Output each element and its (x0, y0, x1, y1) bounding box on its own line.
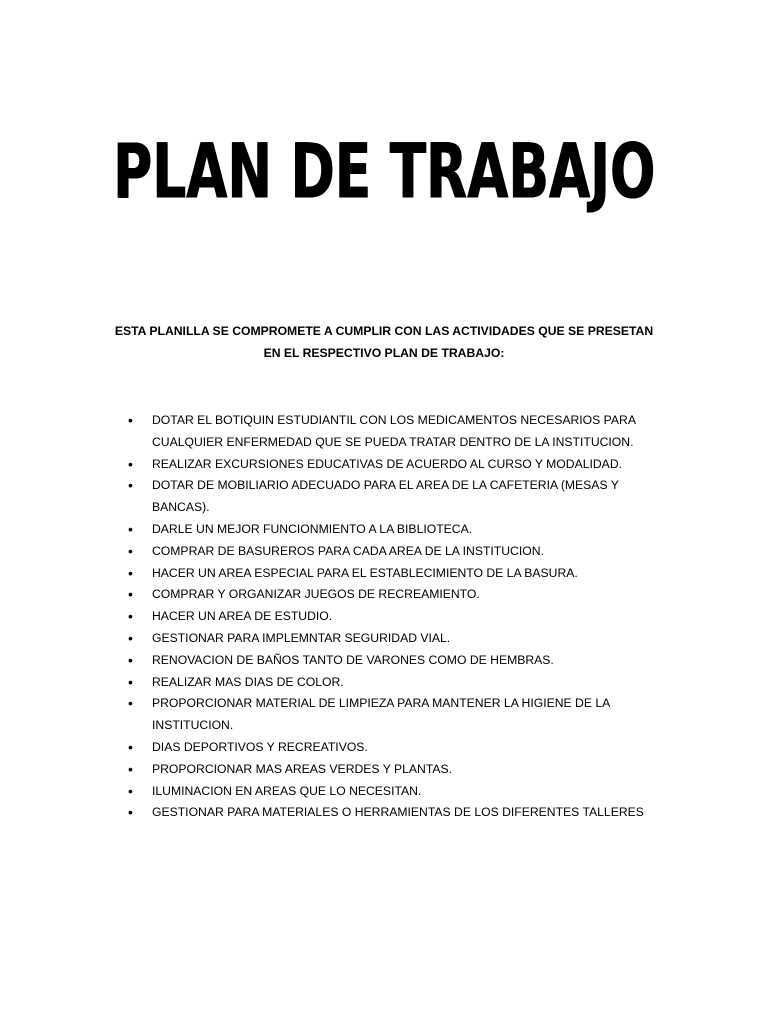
list-item (128, 650, 668, 672)
bullet-icon: • (128, 608, 133, 625)
list-item-text: COMPRAR DE BASUREROS PARA CADA AREA DE LA INSTITUCION. (152, 543, 544, 558)
list-item (128, 693, 668, 737)
list-item (128, 737, 668, 759)
list-item (128, 475, 668, 519)
list-item-text: GESTIONAR PARA MATERIALES O HERRAMIENTAS DE LOS DIFERENTES TALLERES (152, 805, 644, 820)
bullet-icon: • (128, 804, 133, 821)
list-item (128, 541, 668, 563)
list-item (128, 454, 668, 476)
list-item-text: CUALQUIER ENFERMEDAD QUE SE PUEDA TRATAR DENTRO DE LA INSTITUCION. (152, 434, 634, 449)
list-item-text: REALIZAR EXCURSIONES EDUCATIVAS DE ACUERDO AL CURSO Y MODALIDAD. (152, 456, 623, 471)
list-item-text: COMPRAR Y ORGANIZAR JUEGOS DE RECREAMIENTO. (152, 587, 480, 602)
list-item-text: DARLE UN MEJOR FUNCIONMIENTO A LA BIBLIOTECA. (152, 521, 473, 536)
intro-line: ESTA PLANILLA SE COMPROMETE A CUMPLIR CON LAS ACTIVIDADES QUE SE PRESETAN (114, 324, 654, 338)
bullet-icon: • (128, 673, 133, 690)
bullet-icon: • (128, 520, 133, 537)
bullet-icon: • (128, 760, 133, 777)
list-item-text: BANCAS). (152, 500, 210, 515)
bullet-icon: • (128, 564, 133, 581)
list-item (128, 781, 668, 803)
bullet-icon: • (128, 542, 133, 559)
list-item-text: PROPORCIONAR MAS AREAS VERDES Y PLANTAS. (152, 761, 453, 776)
list-item (128, 606, 668, 628)
list-item-text: INSTITUCION. (152, 718, 234, 733)
list-item-text: ILUMINACION EN AREAS QUE LO NECESITAN. (152, 783, 422, 798)
bullet-icon: • (128, 629, 133, 646)
list-item (128, 563, 668, 585)
list-item-text: GESTIONAR PARA IMPLEMNTAR SEGURIDAD VIAL. (152, 630, 451, 645)
list-item-text: PROPORCIONAR MATERIAL DE LIMPIEZA PARA MANTENER LA HIGIENE DE LA (152, 696, 611, 711)
list-item (128, 519, 668, 541)
bullet-icon: • (128, 651, 133, 668)
bullet-icon: • (128, 477, 133, 494)
bullet-icon: • (128, 782, 133, 799)
page-title: PLAN DE TRABAJO (112, 127, 656, 216)
list-item (128, 410, 668, 454)
list-item (128, 802, 668, 824)
list-item-text: DOTAR EL BOTIQUIN ESTUDIANTIL CON LOS MEDICAMENTOS NECESARIOS PARA (152, 413, 636, 427)
list-item (128, 672, 668, 694)
bullet-icon: • (128, 695, 133, 712)
bullet-icon: • (128, 738, 133, 755)
list-item-text: DIAS DEPORTIVOS Y RECREATIVOS. (152, 739, 368, 754)
list-item-text: HACER UN AREA ESPECIAL PARA EL ESTABLECIMIENTO DE LA BASURA. (152, 565, 578, 580)
intro-paragraph (60, 320, 708, 364)
title-container (0, 124, 768, 224)
intro-line: EN EL RESPECTIVO PLAN DE TRABAJO: (263, 346, 505, 360)
bullet-icon: • (128, 412, 133, 428)
list-item (128, 628, 668, 650)
bullet-icon: • (128, 586, 133, 603)
list-item-text: RENOVACION DE BAÑOS TANTO DE VARONES COMO DE HEMBRAS. (152, 652, 554, 667)
list-item (128, 584, 668, 606)
bullet-icon: • (128, 455, 133, 472)
list-item (128, 759, 668, 781)
list-item-text: HACER UN AREA DE ESTUDIO. (152, 609, 333, 624)
list-item-text: REALIZAR MAS DIAS DE COLOR. (152, 674, 344, 689)
activity-list (128, 410, 668, 824)
list-item-text: DOTAR DE MOBILIARIO ADECUADO PARA EL AREA DE LA CAFETERIA (MESAS Y (152, 478, 619, 493)
